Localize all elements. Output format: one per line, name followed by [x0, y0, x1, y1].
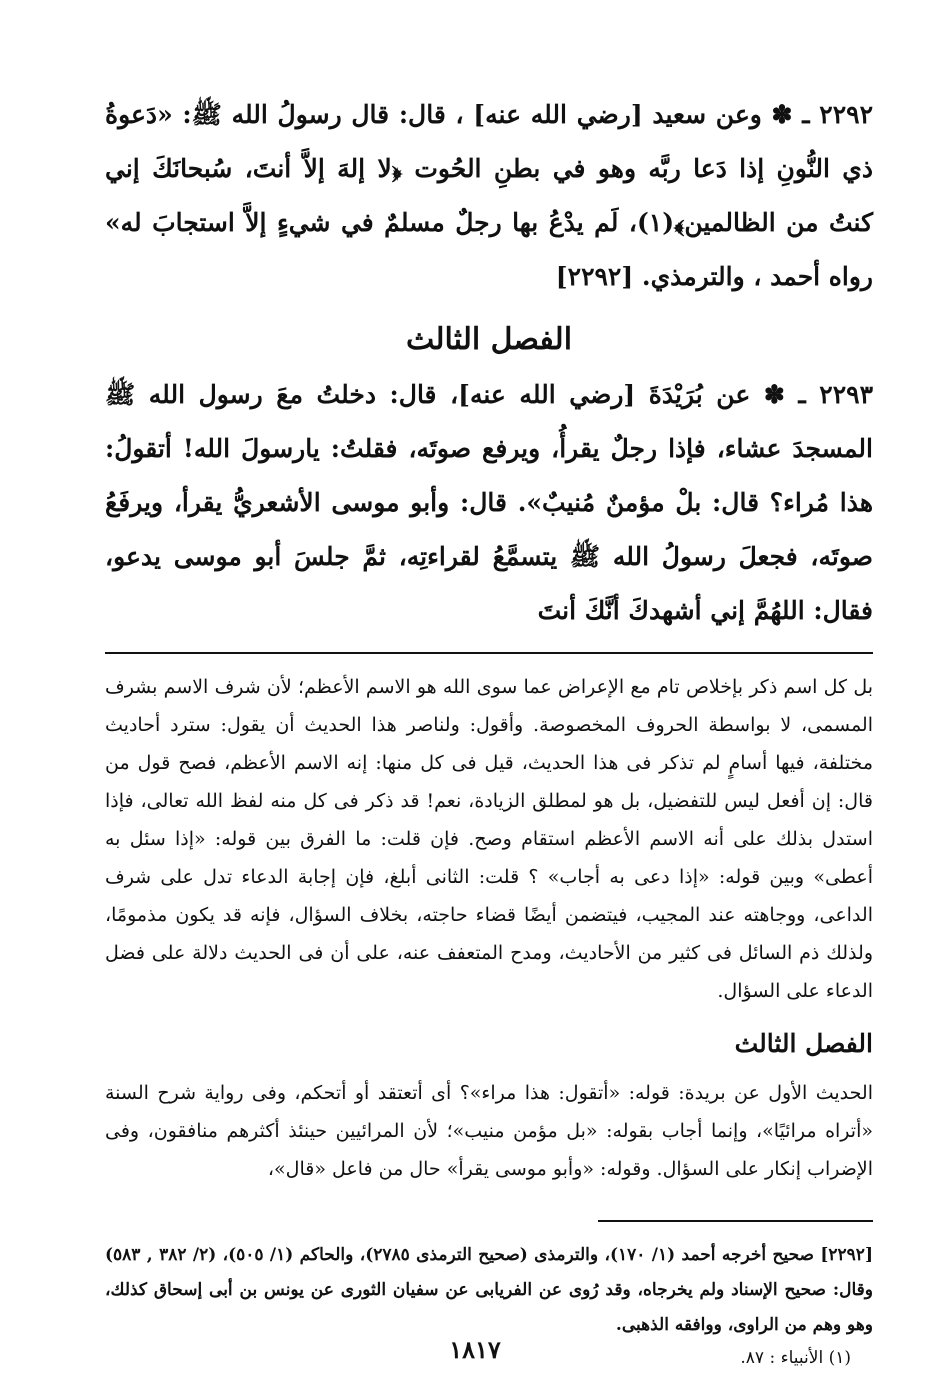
- hadith-2292: ٢٢٩٢ ـ ✽ وعن سعيد [رضي الله عنه] ، قال: قال رسولُ الله ﷺ: «دَعوةُ ذي النُّونِ إذا دَعا ربَّه وهو في بطنِ الحُوت ﴿لا إلهَ إلاَّ أنتَ، سُبحانَكَ إني كنتُ من الظالمين﴾(١)، لَم يدْعُ بها رجلٌ مسلمٌ في شيءٍ إلاَّ استجابَ له» رواه أحمد ، والترمذي. [٢٢٩٢]: [105, 100, 874, 291]
- page-body: [105, 88, 873, 1373]
- footnote-verse: (١) الأنبياء : ٨٧.: [740, 1348, 851, 1368]
- commentary-divider: [105, 652, 873, 654]
- page-number: ١٨١٧: [449, 1335, 501, 1364]
- commentary-heading: الفصل الثالث: [734, 1029, 873, 1058]
- commentary-paragraph-2: الحديث الأول عن بريدة: قوله: «أتقول: هذا مراء»؟ أى أتعتقد أو أتحكم، وفى رواية شرح السنة «أتراه مرائيًا»، وإنما أجاب بقوله: «بل مؤمن منيب»؛ لأن المرائيين حينئذ أكثرهم منافقون، وفى الإضراب إنكار على السؤال. وقوله: «وأبو موسى يقرأ» حال من فاعل «قال»،: [105, 1082, 873, 1180]
- chapter-heading: الفصل الثالث: [405, 322, 573, 357]
- hadith-2293: ٢٢٩٣ ـ ✽ عن بُرَيْدَةَ [رضي الله عنه]، قال: دخلتُ معَ رسول الله ﷺ المسجدَ عشاء، فإذا رجلٌ يقرأُ، ويرفع صوتَه، فقلتُ: يارسولَ الله! أتقولُ: هذا مُراء؟ قال: بلْ مؤمنٌ مُنيبٌ». قال: وأبو موسى الأشعريُّ يقرأ، ويرفَعُ صوتَه، فجعلَ رسولُ الله ﷺ يتسمَّعُ لقراءتِه، ثمَّ جلسَ أبو موسى يدعو، فقال: اللهُمَّ إني أشهدكَ أنَّكَ أنتَ: [105, 380, 873, 625]
- commentary-paragraph: بل كل اسم ذكر بإخلاص تام مع الإعراض عما سوى الله هو الاسم الأعظم؛ لأن شرف الاسم بشرف المسمى، لا بواسطة الحروف المخصوصة. وأقول: ولناصر هذا الحديث أن يقول: سترد أحاديث مختلفة، فيها أسامٍ لم تذكر فى هذا الحديث، قيل فى كل منها: إنه الاسم الأعظم، فصح قول من قال: إن أفعل ليس للتفضيل، بل هو لمطلق الزيادة، نعم! قد ذكر فى كل منه لفظ الله تعالى، فإذا استدل بذلك على أنه الاسم الأعظم استقام وصح. فإن قلت: ما الفرق بين قوله: «إذا سئل به أعطى» وبين قوله: «إذا دعى به أجاب» ؟ قلت: الثانى أبلغ، فإن إجابة الدعاء تدل على شرف الداعى، ووجاهته عند المجيب، فيتضمن أيضًا قضاء حاجته، بخلاف السؤال، فإنه قد يكون مذمومًا، ولذلك ذم السائل فى كثير من الأحاديث، ومدح المتعفف عنه، على أن فى الحديث دلالة على فضل الدعاء على السؤال.: [105, 676, 873, 1002]
- footnote-divider: [598, 1220, 873, 1222]
- footnote-takhrij: [٢٢٩٢] صحيح أخرجه أحمد (١/ ١٧٠)، والترمذى (صحيح الترمذى ٢٧٨٥)، والحاكم (١/ ٥٠٥)، (٢/ ٣٨٢ , ٥٨٣) وقال: صحيح الإسناد ولم يخرجاه، وقد رُوى عن الفريابى عن سفيان الثورى عن يونس بن أبى إسحاق كذلك، وهو وهم من الراوى، ووافقه الذهبى.: [105, 1245, 873, 1335]
